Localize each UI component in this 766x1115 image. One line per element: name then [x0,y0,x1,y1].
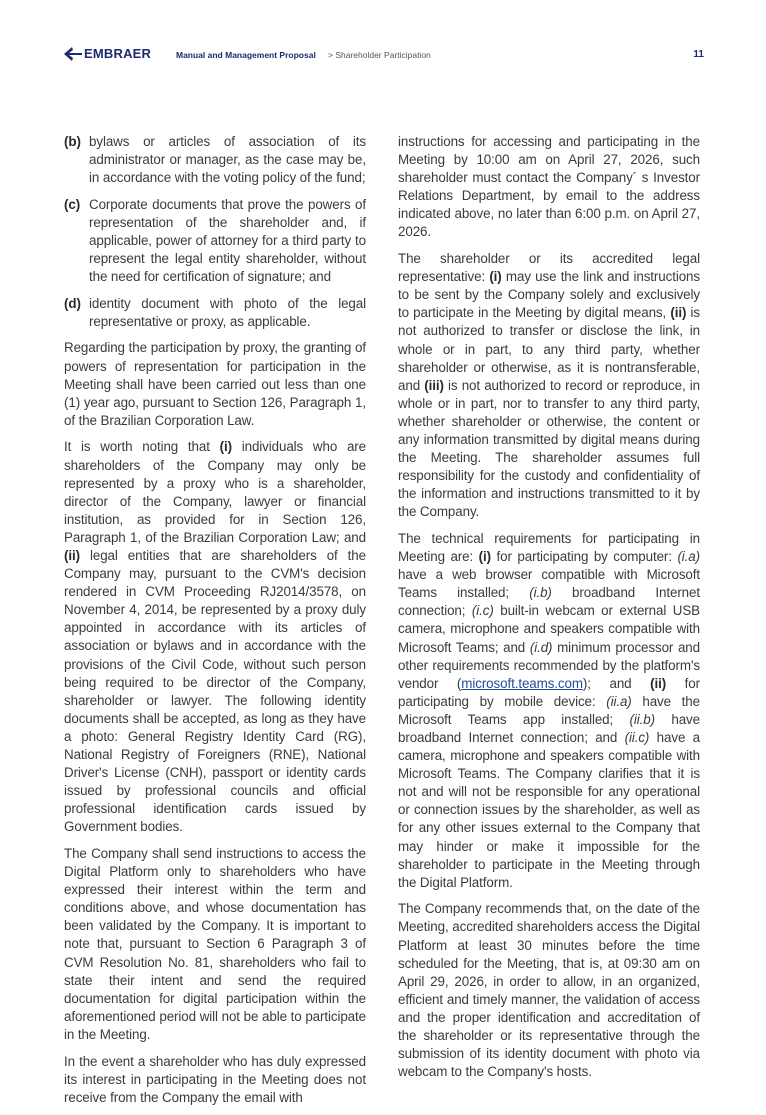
text-segment: The Company recommends that, on the date of the Meeting, accredited shareholders access the Digital Platform at least 30 minutes before the time scheduled for the Meeting, that is, at 09:30 am on April 29, 2026, in order to allow, in an organized, efficient and timely manner, the validation of access and the proper identification and accreditation of the shareholder or its representative through the submission of its identity document with photo via webcam to the Company's hosts. [398,901,700,1080]
embraer-logo [64,46,151,61]
text-segment: bylaws or articles of association of its administrator or manager, as the case may be, in accordance with the voting policy of the fund; [89,134,366,186]
document-title: Manual and Management Proposal [176,50,316,60]
page-header [64,44,704,66]
bold-marker: (iii) [424,377,444,393]
text-segment: The Company shall send instructions to access the Digital Platform only to shareholders who have expressed their interest within the term and conditions above, and whose documentation has been validated by the Company. It is important to note that, pursuant to Section 6 Paragraph 3 of CVM Resolution No. 81, shareholders who fail to state their intent and send the required documentation for digital participation within the aforementioned period will not be able to participate in the Meeting. [64,845,366,1042]
italic-marker: (i.a) [677,549,701,565]
embraer-arrow-icon [64,47,82,61]
text-segment: minimum processor and other requirements recommended by the platform's vendor ( [398,639,701,691]
left-column [64,133,366,1115]
list-item-text [89,133,366,187]
list-item-label: (c) [64,196,81,212]
bold-marker: (i) [489,269,502,285]
paragraph [398,250,700,521]
text-segment: ); and [582,675,651,691]
text-segment: instructions for accessing and participating in the Meeting by 10:00 am on April 27, 2026, such shareholder must contact the Company´ s Investor Relations Department, by email to the address indicated above, no later than 6:00 p.m. on April 27, 2026. [398,134,700,240]
bold-marker: (i) [219,439,232,455]
bold-marker: (ii) [64,547,80,563]
paragraph [64,438,366,836]
text-segment: broadband Internet connection; [398,585,700,619]
list-item [64,133,366,187]
paragraph [64,1053,366,1107]
italic-marker: (i.c) [471,603,494,619]
text-segment: The technical requirements for participating in Meeting are: [398,530,700,565]
text-segment: Regarding the participation by proxy, the granting of powers of representation for participation in the Meeting shall have been carried out less than one (1) year ago, pursuant to Section 126, Paragraph 1, of the Brazilian Corporation Law. [64,340,366,428]
page-number: 11 [693,49,704,60]
bold-marker: (i) [478,549,492,565]
list-item-text [89,295,366,331]
text-segment: Corporate documents that prove the powers of representation of the shareholder and, if applicable, power of attorney for a third party to represent the legal entity shareholder, without the need for certification of signature; and [89,196,366,285]
text-segment: individuals who are shareholders of the Company may only be represented by a proxy who is a shareholder, director of the Company, lawyer or financial institution, as provided for in Section 126, Paragraph 1, of the Brazilian Corporation Law; and [64,439,366,545]
list-item-label: (b) [64,134,81,149]
right-column [398,133,700,1090]
paragraph [64,339,366,429]
text-segment: have broadband Internet connection; and [398,711,701,745]
text-segment: for participating by computer: [491,549,678,565]
italic-marker: (ii.a) [606,693,632,709]
vendor-link[interactable]: microsoft.teams.com [461,675,583,691]
list-item-text [89,196,366,286]
text-segment: built-in webcam or external USB camera, microphone and speakers compatible with Microsoft Teams; and [398,603,700,655]
italic-marker: (ii.c) [624,730,650,745]
text-segment: The shareholder or its accredited legal representative: [398,251,700,285]
bold-marker: (ii) [670,305,687,321]
breadcrumb: > Shareholder Participation [328,50,431,60]
list-item-label: (d) [64,295,81,311]
bold-marker: (ii) [650,675,667,691]
text-segment: is not authorized to record or reproduce, in whole or in part, nor to transfer to any third party, whether shareholder or otherwise, the content or any information transmitted by digital means during the Meeting. The shareholder assumes full responsibility for the custody and confidentiality of the information and instructions transmitted to it by the Company. [398,377,700,520]
text-segment: legal entities that are shareholders of the Company may, pursuant to the CVM's decision rendered in CVM Proceeding RJ2014/3578, on November 4, 2014, be represented by a proxy duly appointed in accordance with its articles of association or bylaws and in accordance with the provisions of the Civil Code, without such person being required to be director of the Company, shareholder or lawyer. The following identity documents shall be accepted, as long as they have a photo: General Registry Identity Card (RG), National Registry of Foreigners (RNE), National Driver's License (CNH), passport or identity cards issued by professional councils and official professional identification cards issued by Government bodies. [64,547,366,835]
paragraph [398,133,700,242]
paragraph [64,845,366,1044]
text-segment: have a camera, microphone and speakers compatible with Microsoft Teams. The Company clarifies that it is not and will not be responsible for any operational or connection issues by the shareholder, as well as for any other issues external to the Company that may hinder or make it impossible for the shareholder to participate in the Meeting through the Digital Platform. [398,730,700,890]
paragraph [398,530,700,892]
italic-marker: (ii.b) [629,711,655,727]
text-segment: have the Microsoft Teams app installed; [398,693,700,727]
italic-marker: (i.b) [529,585,552,601]
text-segment: identity document with photo of the legal representative or proxy, as applicable. [89,295,366,329]
paragraph [398,900,700,1081]
italic-marker: (i.d) [529,639,553,655]
list-item [64,295,366,331]
text-segment: is not authorized to transfer or disclose the link, in whole or in part, to any third party, whether shareholder or otherwise, as it is nontransferable, and [398,305,700,393]
text-segment: have a web browser compatible with Microsoft Teams installed; [398,567,700,601]
logo-text: EMBRAER [84,46,152,61]
text-segment: may use the link and instructions to be sent by the Company solely and exclusively to participate in the Meeting by digital means, [398,269,700,321]
text-segment: In the event a shareholder who has duly expressed its interest in participating in the Meeting does not receive from the Company the email with [64,1053,366,1105]
text-segment: for participating by mobile device: [398,675,701,709]
text-segment: It is worth noting that [64,439,220,455]
list-item [64,196,366,286]
